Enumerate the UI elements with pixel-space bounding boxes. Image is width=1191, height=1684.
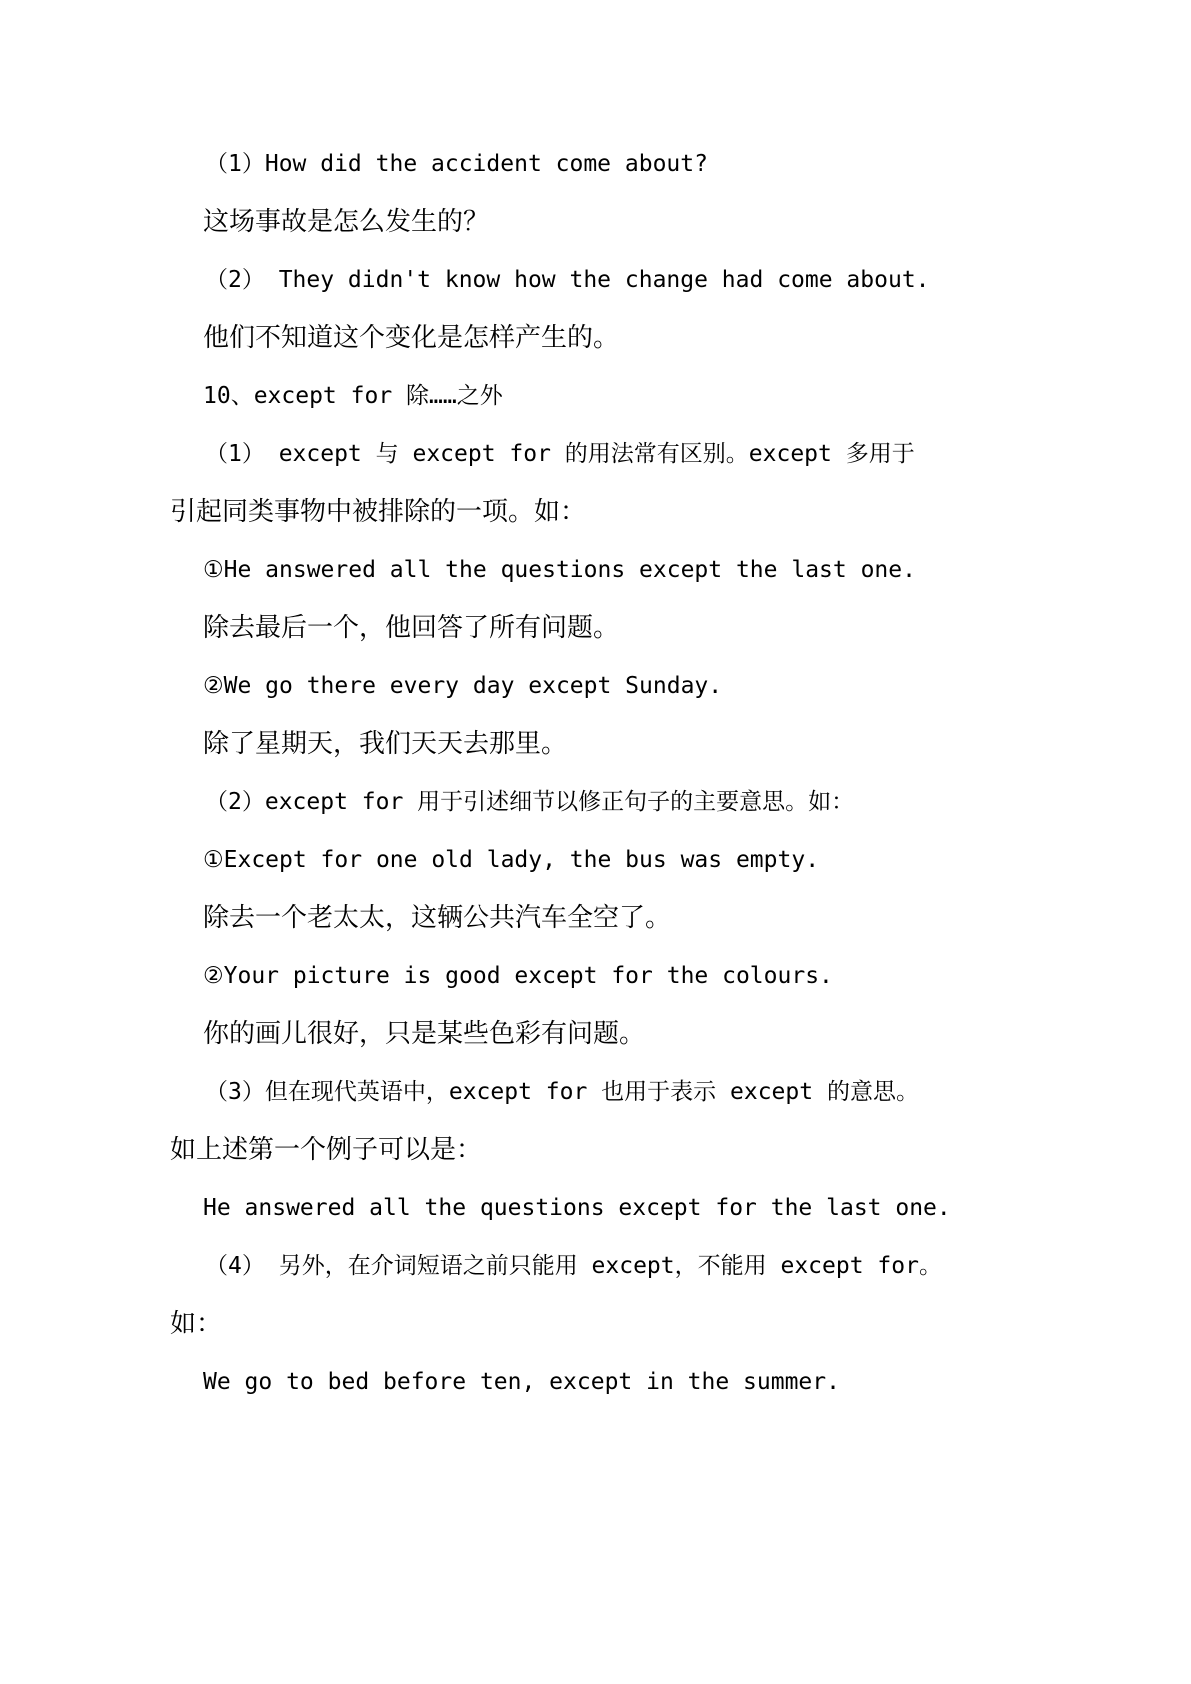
point-1-text: （1） except 与 except for 的用法常有区别。except 多用于 <box>205 441 915 467</box>
point-1-example-2-chinese: 除了星期天，我们天天去那里。 <box>203 729 568 759</box>
point-2-example-2-chinese: 你的画儿很好，只是某些色彩有问题。 <box>203 1019 646 1049</box>
point-1-example-2-english: ②We go there every day except Sunday. <box>203 673 723 699</box>
point-4-continuation: 如： <box>170 1309 223 1339</box>
example-2-chinese: 他们不知道这个变化是怎样产生的。 <box>203 323 620 353</box>
point-1-continuation: 引起同类事物中被排除的一项。如： <box>170 497 587 527</box>
point-4-text: （4） 另外，在介词短语之前只能用 except，不能用 except for。 <box>205 1253 942 1279</box>
point-3-continuation: 如上述第一个例子可以是： <box>170 1135 483 1165</box>
point-2-example-1-english: ①Except for one old lady, the bus was empty. <box>203 847 820 873</box>
point-3-text: （3）但在现代英语中，except for 也用于表示 except 的意思。 <box>205 1079 919 1105</box>
example-1-english: （1）How did the accident come about? <box>205 151 708 177</box>
point-2-text: （2）except for 用于引述细节以修正句子的主要意思。如： <box>205 789 855 815</box>
example-2-english: （2） They didn't know how the change had come about. <box>205 267 930 293</box>
point-2-example-2-english: ②Your picture is good except for the colours. <box>203 963 833 989</box>
point-3-example-english: He answered all the questions except for the last one. <box>203 1195 951 1221</box>
point-2-example-1-chinese: 除去一个老太太，这辆公共汽车全空了。 <box>203 903 672 933</box>
point-1-example-1-english: ①He answered all the questions except the last one. <box>203 557 916 583</box>
example-1-chinese: 这场事故是怎么发生的？ <box>203 207 490 237</box>
section-heading-except-for: 10、except for 除……之外 <box>203 383 503 409</box>
point-1-example-1-chinese: 除去最后一个，他回答了所有问题。 <box>203 613 620 643</box>
point-4-example-english: We go to bed before ten, except in the summer. <box>203 1369 840 1395</box>
